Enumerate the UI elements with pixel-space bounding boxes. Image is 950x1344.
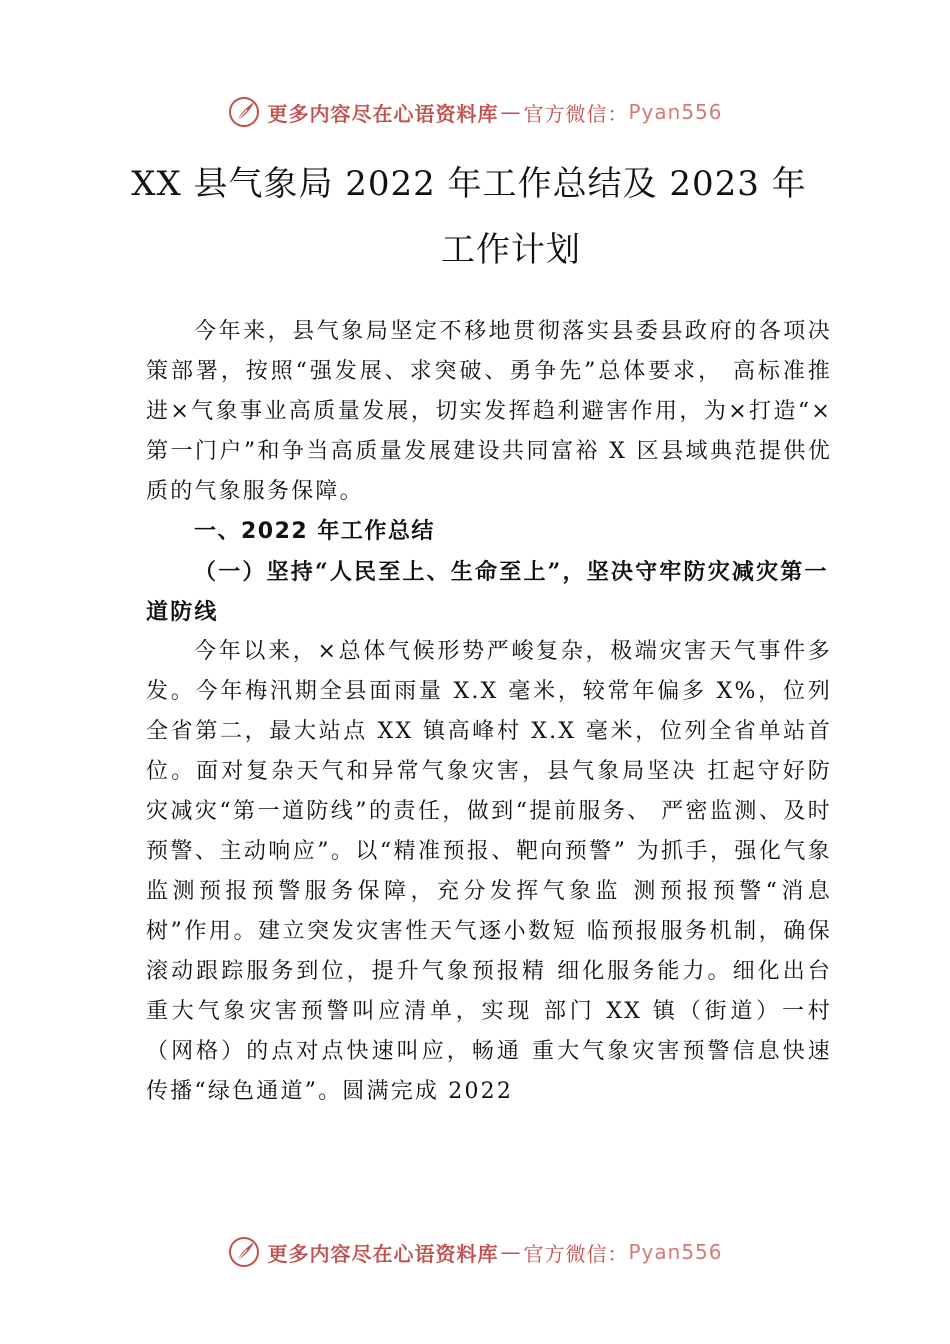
document-title-line2: 工作计划: [441, 230, 581, 270]
section-heading: 一、2022 年工作总结: [194, 519, 435, 544]
watermark-dash: —: [500, 100, 522, 124]
header-watermark: [0, 92, 950, 132]
intro-paragraph: 今年来，县气象局坚定不移地贯彻落实县委县政府的各项决策部署，按照“强发展、求突破、勇争先”总体要求， 高标准推进×气象事业高质量发展，切实发挥趋利避害作用，为×打造“×第一门户”和争当高质量发展建设共同富裕 X 区县域典范提供优质的气象服务保障。: [146, 319, 832, 504]
watermark-label: 官方微信：: [523, 101, 629, 126]
watermark-wechat-id: Pyan556: [628, 1240, 723, 1264]
document-title-line1: XX 县气象局 2022 年工作总结及 2023 年: [131, 164, 807, 204]
subsection-heading: （一）坚持“人民至上、生命至上”，坚决守牢防灾减灾第一道防线: [146, 559, 829, 625]
body-paragraph: 今年以来，×总体气候形势严峻复杂，极端灾害天气事件多发。今年梅汛期全县面雨量 X.X 毫米，较常年偏多 X%，位列全省第二，最大站点 XX 镇高峰村 X.X 毫米，位列全省单站首位。面对复杂天气和异常气象灾害，县气象局坚决 扛起守好防灾减灾“第一道防线”的责任，做到“提前服务、 严密监测、及时预警、主动响应”。以“精准预报、靶向预警” 为抓手，强化气象监测预报预警服务保障，充分发挥气象监 测预报预警“消息树”作用。建立突发灾害性天气逐小数短 临预报服务机制，确保滚动跟踪服务到位，提升气象预报精 细化服务能力。细化出台重大气象灾害预警叫应清单，实现 部门 XX 镇（街道）一村（网格）的点对点快速叫应，畅通 重大气象灾害预警信息快速传播“绿色通道”。圆满完成 2022: [146, 639, 832, 1104]
feather-logo-icon: [227, 95, 261, 129]
watermark-dash: —: [500, 1240, 522, 1264]
feather-logo-icon: [227, 1235, 261, 1269]
document-body: [146, 312, 832, 1112]
watermark-label: 官方微信：: [523, 1241, 629, 1266]
footer-watermark: [0, 1232, 950, 1272]
watermark-wechat-id: Pyan556: [628, 100, 723, 124]
watermark-brand-text: 更多内容尽在心语资料库: [267, 101, 499, 126]
watermark-brand-text: 更多内容尽在心语资料库: [267, 1241, 499, 1266]
